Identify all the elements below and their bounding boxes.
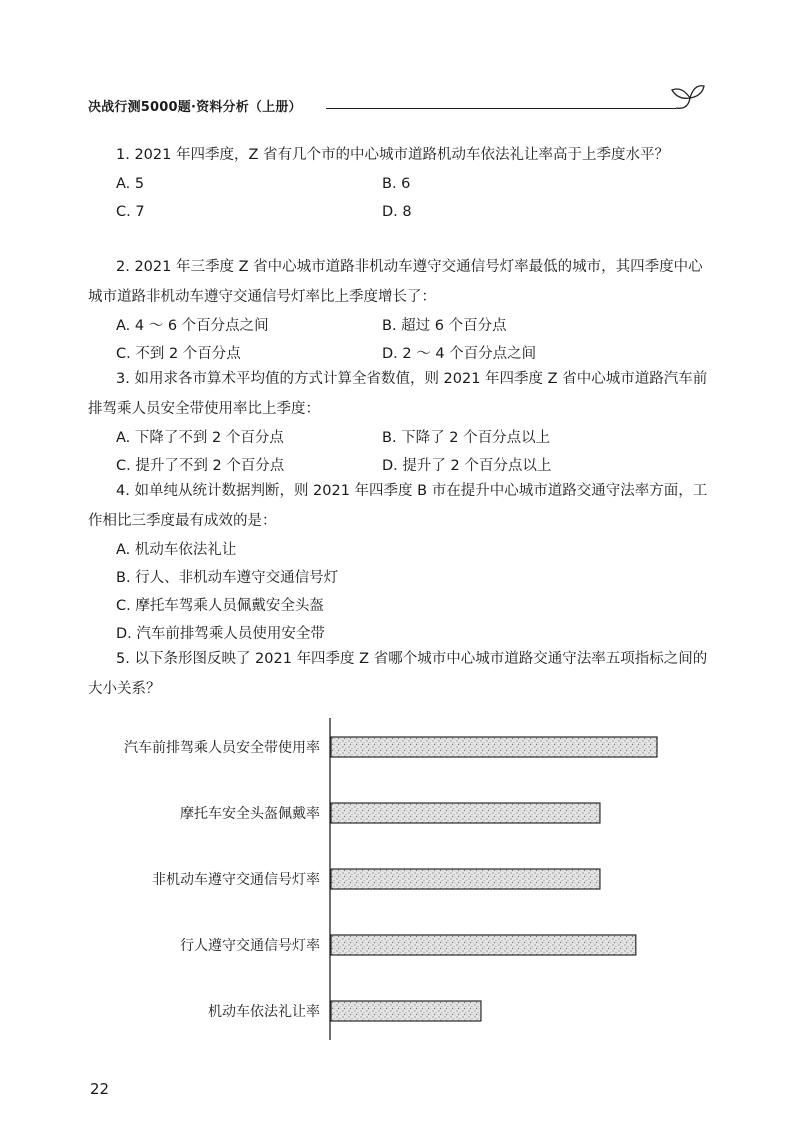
bar-3 <box>331 935 636 955</box>
option-b: B. 行人、非机动车遵守交通信号灯 <box>116 570 339 586</box>
header-title: 决战行测5000题·资料分析（上册） <box>88 100 302 115</box>
question-text: 5. 以下条形图反映了 2021 年四季度 Z 省哪个城市中心城市道路交通守法率五项指标之间的大小关系？ <box>88 651 708 697</box>
option-a: A. 机动车依法礼让 <box>116 542 237 558</box>
question-5 <box>88 644 708 704</box>
option-b: B. 下降了 2 个百分点以上 <box>382 430 551 446</box>
option-c: C. 摩托车驾乘人员佩戴安全头盔 <box>116 598 324 614</box>
option-row <box>88 198 708 226</box>
option-d: D. 提升了 2 个百分点以上 <box>382 458 552 474</box>
option-a: A. 下降了不到 2 个百分点 <box>116 430 284 446</box>
option-d: D. 8 <box>382 204 412 220</box>
category-label: 汽车前排驾乘人员安全带使用率 <box>124 740 320 756</box>
option-row <box>88 312 708 340</box>
page-number: 22 <box>90 1080 110 1098</box>
option-row <box>88 170 708 198</box>
question-text: 2. 2021 年三季度 Z 省中心城市道路非机动车遵守交通信号灯率最低的城市，其四季度中心城市道路非机动车遵守交通信号灯率比上季度增长了： <box>88 259 703 305</box>
option-a: A. 4 ～ 6 个百分点之间 <box>116 318 269 334</box>
question-4 <box>88 476 708 648</box>
option-row <box>88 424 708 452</box>
category-label: 非机动车遵守交通信号灯率 <box>152 872 320 888</box>
option-b: B. 超过 6 个百分点 <box>382 318 507 334</box>
bar-1 <box>331 803 600 823</box>
header-rule <box>326 108 676 109</box>
option-d: D. 汽车前排驾乘人员使用安全带 <box>116 626 325 642</box>
sprout-icon <box>668 80 708 112</box>
question-text: 1. 2021 年四季度，Z 省有几个市的中心城市道路机动车依法礼让率高于上季度水平？ <box>116 147 669 163</box>
option-b: B. 6 <box>382 176 411 192</box>
option-d: D. 2 ～ 4 个百分点之间 <box>382 346 537 362</box>
bar-chart <box>0 710 800 1055</box>
category-label: 机动车依法礼让率 <box>208 1004 320 1020</box>
question-1 <box>88 140 708 226</box>
bar-2 <box>331 869 600 889</box>
category-label: 摩托车安全头盔佩戴率 <box>180 806 320 822</box>
question-2 <box>88 252 708 368</box>
question-3 <box>88 364 708 480</box>
option-c: C. 7 <box>116 204 145 220</box>
bar-0 <box>331 737 657 757</box>
option-a: A. 5 <box>116 176 145 192</box>
category-label: 行人遵守交通信号灯率 <box>180 938 320 954</box>
option-c: C. 提升了不到 2 个百分点 <box>116 458 285 474</box>
bar-4 <box>331 1001 481 1021</box>
option-c: C. 不到 2 个百分点 <box>116 346 241 362</box>
question-text: 3. 如用求各市算术平均值的方式计算全省数值，则 2021 年四季度 Z 省中心城市道路汽车前排驾乘人员安全带使用率比上季度： <box>88 371 708 417</box>
page-header <box>88 94 708 124</box>
question-text: 4. 如单纯从统计数据判断，则 2021 年四季度 B 市在提升中心城市道路交通守法率方面，工作相比三季度最有成效的是： <box>88 483 708 529</box>
